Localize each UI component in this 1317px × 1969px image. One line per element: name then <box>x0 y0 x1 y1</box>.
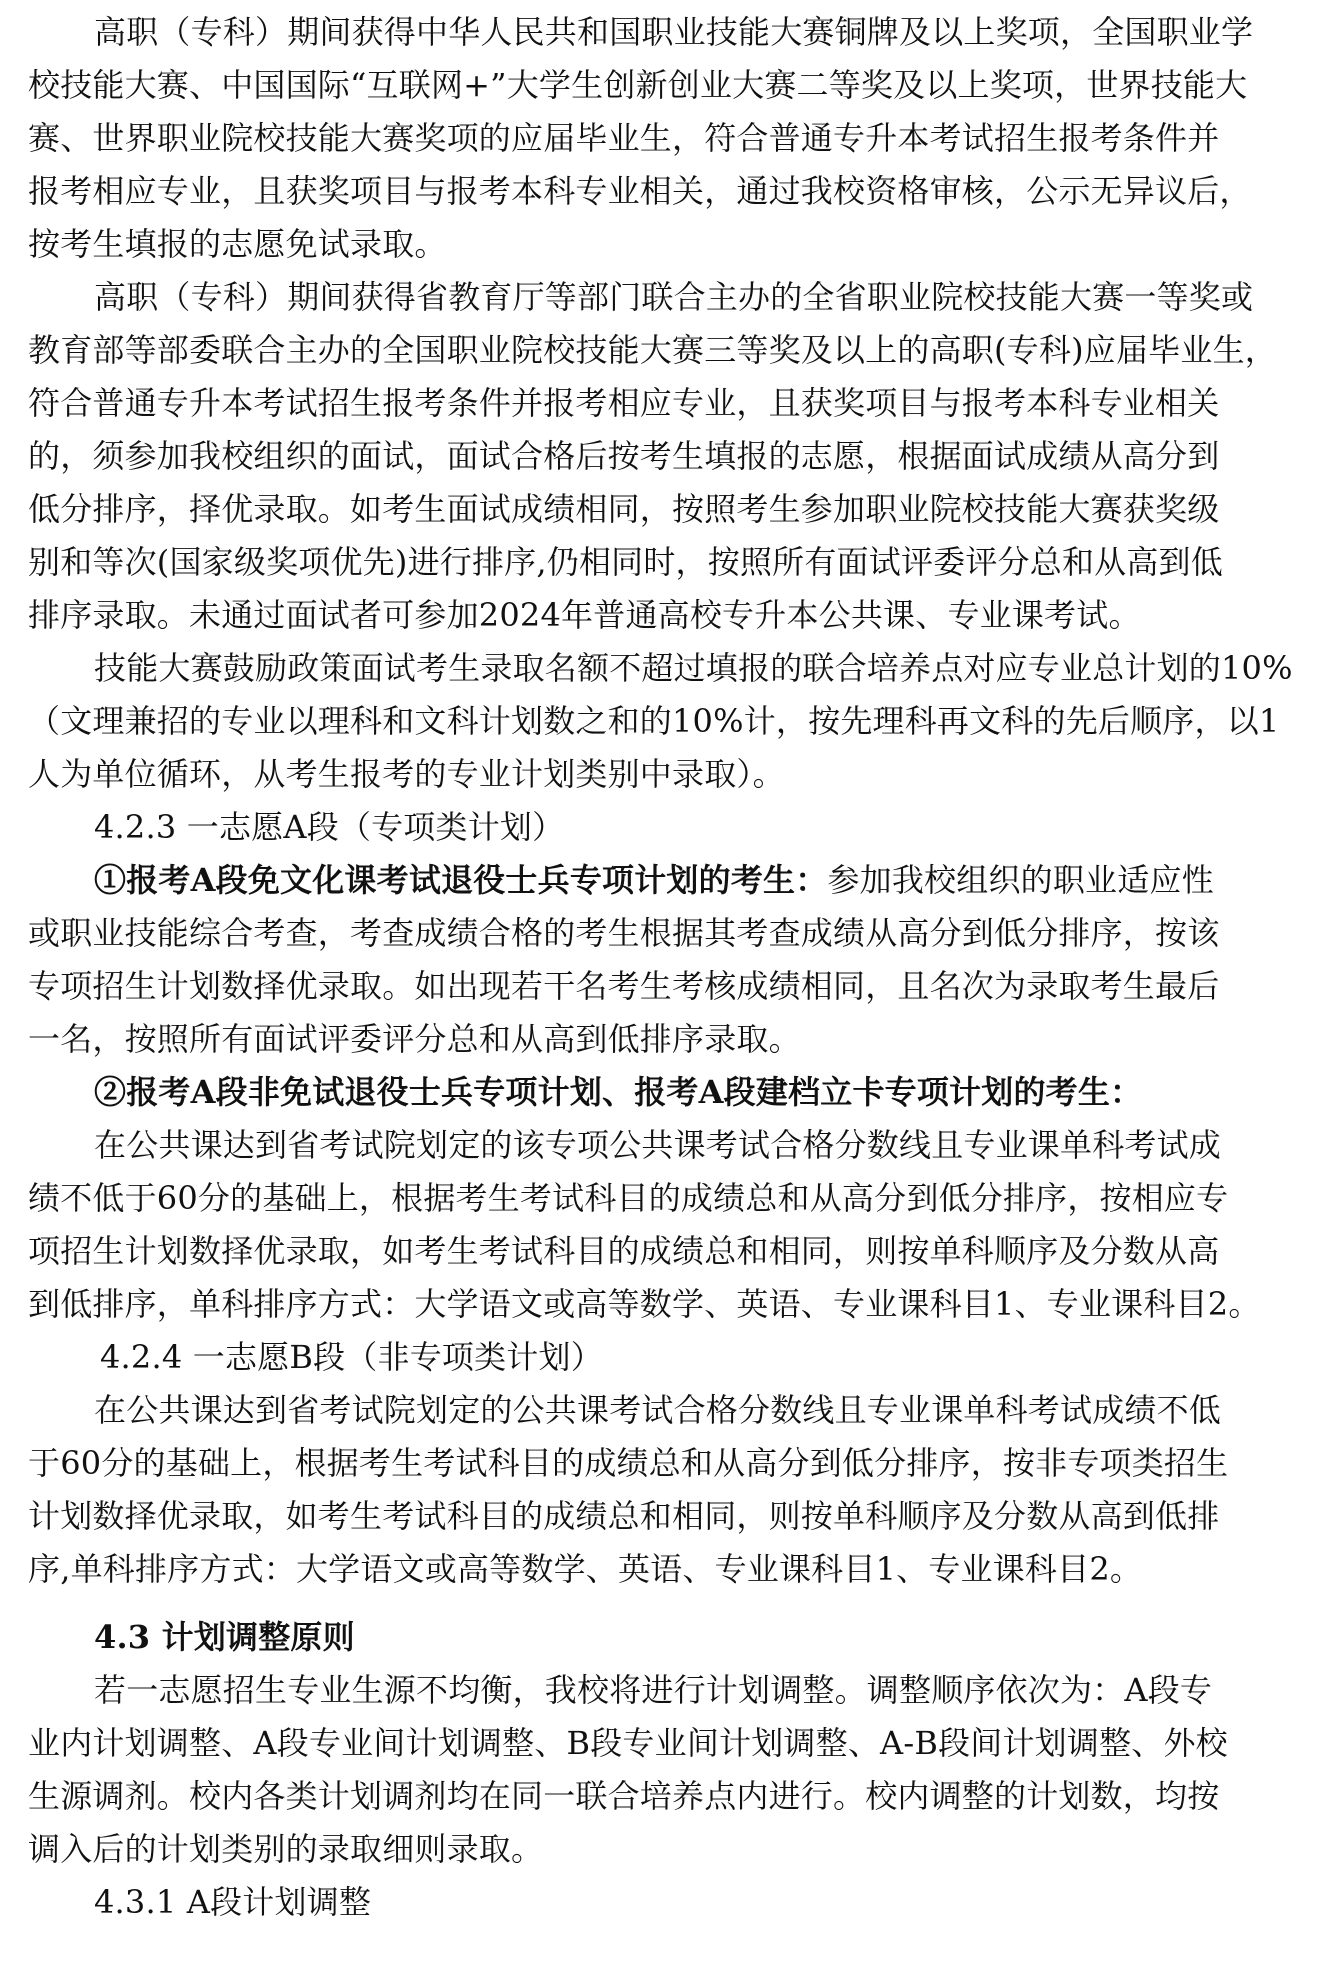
paragraph-line: 高职（专科）期间获得中华人民共和国职业技能大赛铜牌及以上奖项，全国职业学 <box>94 13 1254 51</box>
paragraph-line: 一名，按照所有面试评委评分总和从高到低排序录取。 <box>28 1020 801 1058</box>
emphasis-lead: ①报考A段免文化课考试退役士兵专项计划的考生： <box>94 861 828 899</box>
paragraph-line: 计划数择优录取，如考生考试科目的成绩总和相同，则按单科顺序及分数从高到低排 <box>28 1497 1220 1535</box>
emphasis-heading: ②报考A段非免试退役士兵专项计划、报考A段建档立卡专项计划的考生： <box>94 1073 1143 1111</box>
paragraph-line: 生源调剂。校内各类计划调剂均在同一联合培养点内进行。校内调整的计划数，均按 <box>28 1777 1220 1815</box>
paragraph-line: 绩不低于60分的基础上，根据考生考试科目的成绩总和从高分到低分排序，按相应专 <box>28 1179 1229 1217</box>
section-heading: 4.3.1 A段计划调整 <box>94 1883 372 1921</box>
paragraph-line: 到低排序，单科排序方式：大学语文或高等数学、英语、专业课科目1、专业课科目2。 <box>28 1285 1261 1323</box>
paragraph-text: 参加我校组织的职业适应性 <box>827 861 1214 899</box>
paragraph-line: 人为单位循环，从考生报考的专业计划类别中录取）。 <box>28 755 785 793</box>
section-heading: 4.2.3 一志愿A段（专项类计划） <box>94 808 565 846</box>
paragraph-line: 排序录取。未通过面试者可参加2024年普通高校专升本公共课、专业课考试。 <box>28 596 1141 634</box>
paragraph-line: （文理兼招的专业以理科和文科计划数之和的10%计，按先理科再文科的先后顺序，以1 <box>28 702 1280 740</box>
paragraph-line: 赛、世界职业院校技能大赛奖项的应届毕业生，符合普通专升本考试招生报考条件并 <box>28 119 1220 157</box>
paragraph-line: 于60分的基础上，根据考生考试科目的成绩总和从高分到低分排序，按非专项类招生 <box>28 1444 1229 1482</box>
section-heading-bold: 4.3 计划调整原则 <box>94 1618 355 1656</box>
paragraph-line <box>94 860 1214 900</box>
section-heading: 4.2.4 一志愿B段（非专项类计划） <box>100 1338 603 1376</box>
paragraph-line: 调入后的计划类别的录取细则录取。 <box>28 1830 544 1868</box>
paragraph-line: 按考生填报的志愿免试录取。 <box>28 225 447 263</box>
paragraph-line: 低分排序，择优录取。如考生面试成绩相同，按照考生参加职业院校技能大赛获奖级 <box>28 490 1220 528</box>
paragraph-line: 项招生计划数择优录取，如考生考试科目的成绩总和相同，则按单科顺序及分数从高 <box>28 1232 1220 1270</box>
paragraph-line: 别和等次(国家级奖项优先)进行排序,仍相同时，按照所有面试评委评分总和从高到低 <box>28 543 1223 581</box>
paragraph-line: 校技能大赛、中国国际“互联网+”大学生创新创业大赛二等奖及以上奖项，世界技能大 <box>28 66 1248 104</box>
paragraph-line: 序,单科排序方式：大学语文或高等数学、英语、专业课科目1、专业课科目2。 <box>28 1550 1143 1588</box>
paragraph-line: 若一志愿招生专业生源不均衡，我校将进行计划调整。调整顺序依次为：A段专 <box>94 1671 1213 1709</box>
paragraph-line: 在公共课达到省考试院划定的该专项公共课考试合格分数线且专业课单科考试成 <box>94 1126 1222 1164</box>
paragraph-line: 技能大赛鼓励政策面试考生录取名额不超过填报的联合培养点对应专业总计划的10% <box>94 649 1293 687</box>
paragraph-line: 的，须参加我校组织的面试，面试合格后按考生填报的志愿，根据面试成绩从高分到 <box>28 437 1220 475</box>
paragraph-line: 报考相应专业，且获奖项目与报考本科专业相关，通过我校资格审核，公示无异议后， <box>28 172 1252 210</box>
paragraph-line: 教育部等部委联合主办的全国职业院校技能大赛三等奖及以上的高职(专科)应届毕业生， <box>28 331 1277 369</box>
paragraph-line: 专项招生计划数择优录取。如出现若干名考生考核成绩相同，且名次为录取考生最后 <box>28 967 1220 1005</box>
paragraph-line: 或职业技能综合考查，考查成绩合格的考生根据其考查成绩从高分到低分排序，按该 <box>28 914 1220 952</box>
paragraph-line: 符合普通专升本考试招生报考条件并报考相应专业，且获奖项目与报考本科专业相关 <box>28 384 1220 422</box>
paragraph-line: 业内计划调整、A段专业间计划调整、B段专业间计划调整、A-B段间计划调整、外校 <box>28 1724 1228 1762</box>
paragraph-line: 在公共课达到省考试院划定的公共课考试合格分数线且专业课单科考试成绩不低 <box>94 1391 1222 1429</box>
paragraph-line: 高职（专科）期间获得省教育厅等部门联合主办的全省职业院校技能大赛一等奖或 <box>94 278 1254 316</box>
